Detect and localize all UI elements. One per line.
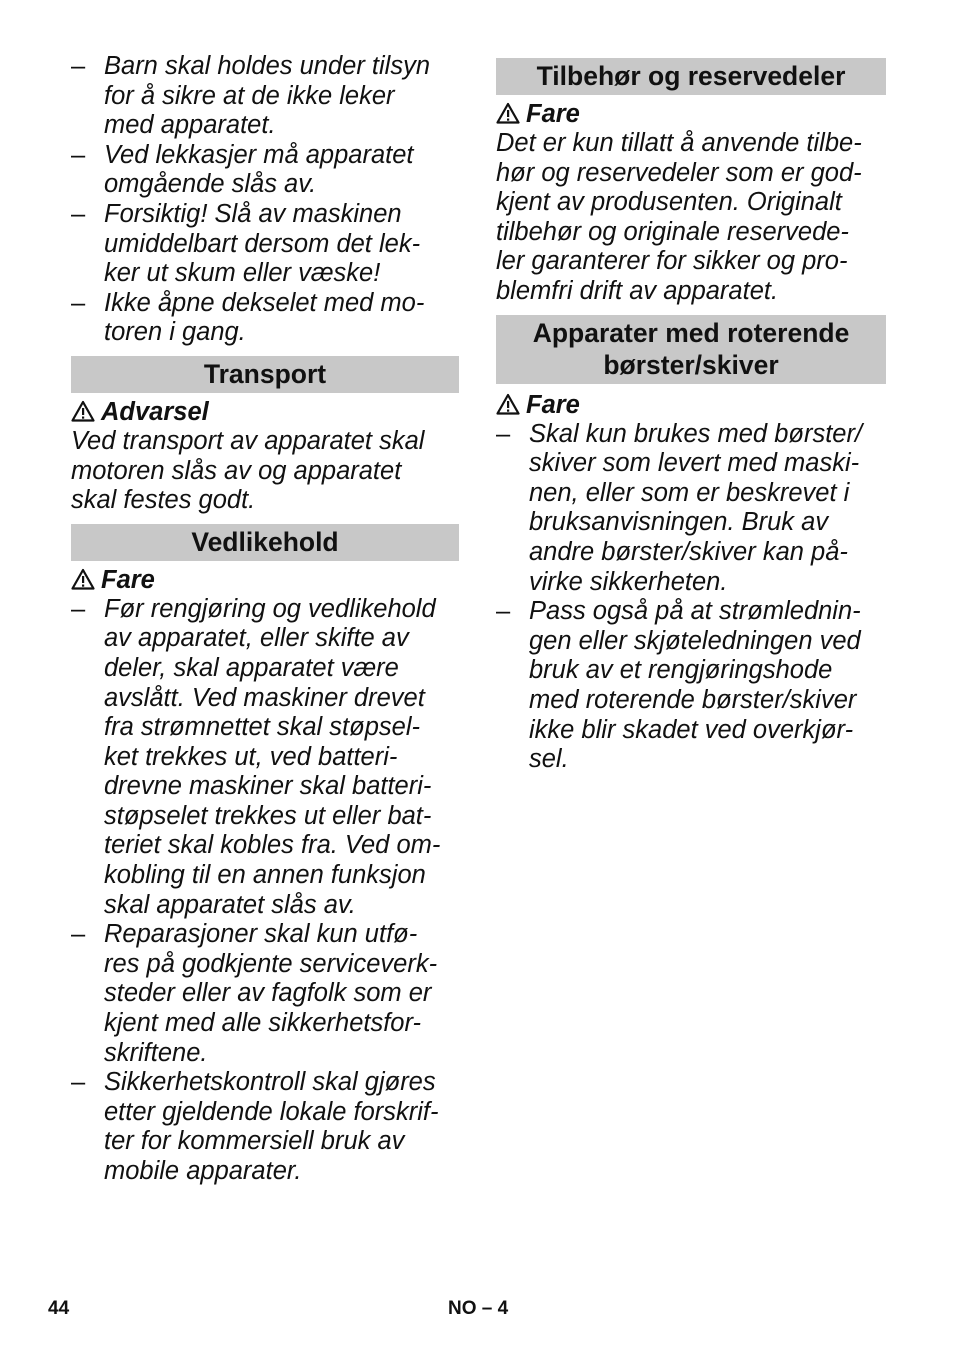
text-line: ker ut skum eller væske!	[104, 259, 381, 288]
text-line: børster/skiver	[603, 349, 779, 380]
text-line: med apparatet.	[104, 111, 276, 140]
warning-label: Fare	[526, 390, 580, 419]
list-item	[71, 920, 459, 1068]
list-dash: –	[496, 597, 511, 626]
text-line: Før rengjøring og vedlikehold	[104, 594, 436, 623]
text-line: ket trekkes ut, ved batteri-	[104, 742, 398, 771]
text-line: nen, eller som er beskrevet i	[529, 478, 850, 507]
text-line: Skal kun brukes med børster/	[529, 419, 863, 448]
text-line: sel.	[529, 745, 569, 774]
list-dash: –	[71, 594, 86, 623]
page-number: 44	[48, 1298, 70, 1319]
list-item	[496, 597, 886, 775]
text-line: Det er kun tillatt å anvende tilbe-	[496, 129, 862, 157]
text-line: Reparasjoner skal kun utfø-	[104, 920, 418, 949]
heading-vedlikehold: Vedlikehold	[71, 524, 459, 561]
list-item	[71, 200, 459, 289]
list-item	[71, 1068, 459, 1186]
text-line: skiver som levert med maski-	[529, 449, 860, 478]
text-line: kjent med alle sikkerhetsfor-	[104, 1009, 421, 1038]
text-line: skal apparatet slås av.	[104, 890, 356, 919]
warning-fare	[496, 390, 886, 420]
list-dash: –	[496, 419, 511, 448]
text-line: Pass også på at strømlednin-	[529, 597, 861, 626]
list-item	[496, 420, 886, 598]
list-item	[71, 595, 459, 921]
text-line: Barn skal holdes under tilsyn	[104, 52, 431, 80]
text-line: drevne maskiner skal batteri-	[104, 772, 432, 801]
text-line: blemfri drift av apparatet.	[496, 276, 779, 305]
text-line: skriftene.	[104, 1038, 208, 1067]
text-line: omgående slås av.	[104, 170, 317, 199]
list-dash: –	[71, 1068, 86, 1097]
heading-tilbehor: Tilbehør og reservedeler	[496, 58, 886, 95]
text-line: hør og reservedeler som er god-	[496, 158, 862, 187]
text-line: kobling til en annen funksjon	[104, 861, 426, 890]
right-column	[496, 52, 886, 775]
text-line: Apparater med roterende	[532, 317, 850, 348]
list-dash: –	[71, 199, 86, 228]
text-line: avslått. Ved maskiner drevet	[104, 683, 425, 712]
warning-triangle-icon	[496, 393, 520, 415]
text-line: av apparatet, eller skifte av	[104, 624, 409, 653]
text-line: teriet skal kobles fra. Ved om-	[104, 831, 441, 860]
text-line: kjent av produsenten. Originalt	[496, 188, 842, 217]
left-column	[71, 52, 459, 1187]
roterende-list	[496, 420, 886, 775]
text-line: mobile apparater.	[104, 1157, 302, 1185]
text-line: for å sikre at de ikke leker	[104, 81, 395, 110]
text-line: motoren slås av og apparatet	[71, 456, 402, 485]
text-line: ler garanterer for sikker og pro-	[496, 247, 848, 276]
intro-list	[71, 52, 459, 348]
vedlikehold-list	[71, 595, 459, 1187]
list-item	[71, 141, 459, 200]
text-line: umiddelbart dersom det lek-	[104, 229, 421, 258]
text-line: støpselet trekkes ut eller bat-	[104, 801, 432, 830]
section-code: NO – 4	[448, 1298, 509, 1319]
text-line: Ved lekkasjer må apparatet	[104, 140, 414, 169]
text-line: Forsiktig! Slå av maskinen	[104, 199, 402, 228]
text-line: gen eller skjøteledningen ved	[529, 626, 861, 655]
text-line: bruk av et rengjøringshode	[529, 656, 833, 685]
text-line: Sikkerhetskontroll skal gjøres	[104, 1068, 436, 1097]
warning-triangle-icon	[71, 568, 95, 590]
list-dash: –	[71, 140, 86, 169]
warning-triangle-icon	[496, 102, 520, 124]
warning-label: Fare	[101, 565, 155, 594]
text-line: andre børster/skiver kan på-	[529, 537, 848, 566]
text-line: med roterende børster/skiver	[529, 685, 857, 714]
tilbehor-text	[496, 129, 886, 307]
list-dash: –	[71, 288, 86, 317]
warning-advarsel	[71, 397, 459, 427]
list-item	[71, 289, 459, 348]
text-line: etter gjeldende lokale forskrif-	[104, 1097, 439, 1126]
warning-fare	[71, 565, 459, 595]
list-item	[71, 52, 459, 141]
text-line: res på godkjente serviceverk-	[104, 949, 438, 978]
text-line: deler, skal apparatet være	[104, 653, 399, 682]
text-line: ter for kommersiell bruk av	[104, 1127, 405, 1156]
transport-text	[71, 427, 459, 516]
text-line: skal festes godt.	[71, 486, 256, 515]
text-line: ikke blir skadet ved overkjør-	[529, 715, 854, 744]
text-line: fra strømnettet skal støpsel-	[104, 713, 420, 742]
warning-label: Advarsel	[101, 397, 209, 426]
text-line: bruksanvisningen. Bruk av	[529, 508, 829, 537]
list-dash: –	[71, 920, 86, 949]
text-line: tilbehør og originale reservede-	[496, 217, 849, 246]
text-line: steder eller av fagfolk som er	[104, 979, 432, 1008]
warning-triangle-icon	[71, 400, 95, 422]
heading-transport: Transport	[71, 356, 459, 393]
text-line: virke sikkerheten.	[529, 567, 728, 596]
text-line: toren i gang.	[104, 318, 246, 347]
warning-fare	[496, 99, 886, 129]
text-line: Ikke åpne dekselet med mo-	[104, 288, 425, 317]
list-dash: –	[71, 52, 86, 80]
heading-roterende	[496, 315, 886, 384]
warning-label: Fare	[526, 100, 580, 128]
text-line: Ved transport av apparatet skal	[71, 426, 425, 455]
